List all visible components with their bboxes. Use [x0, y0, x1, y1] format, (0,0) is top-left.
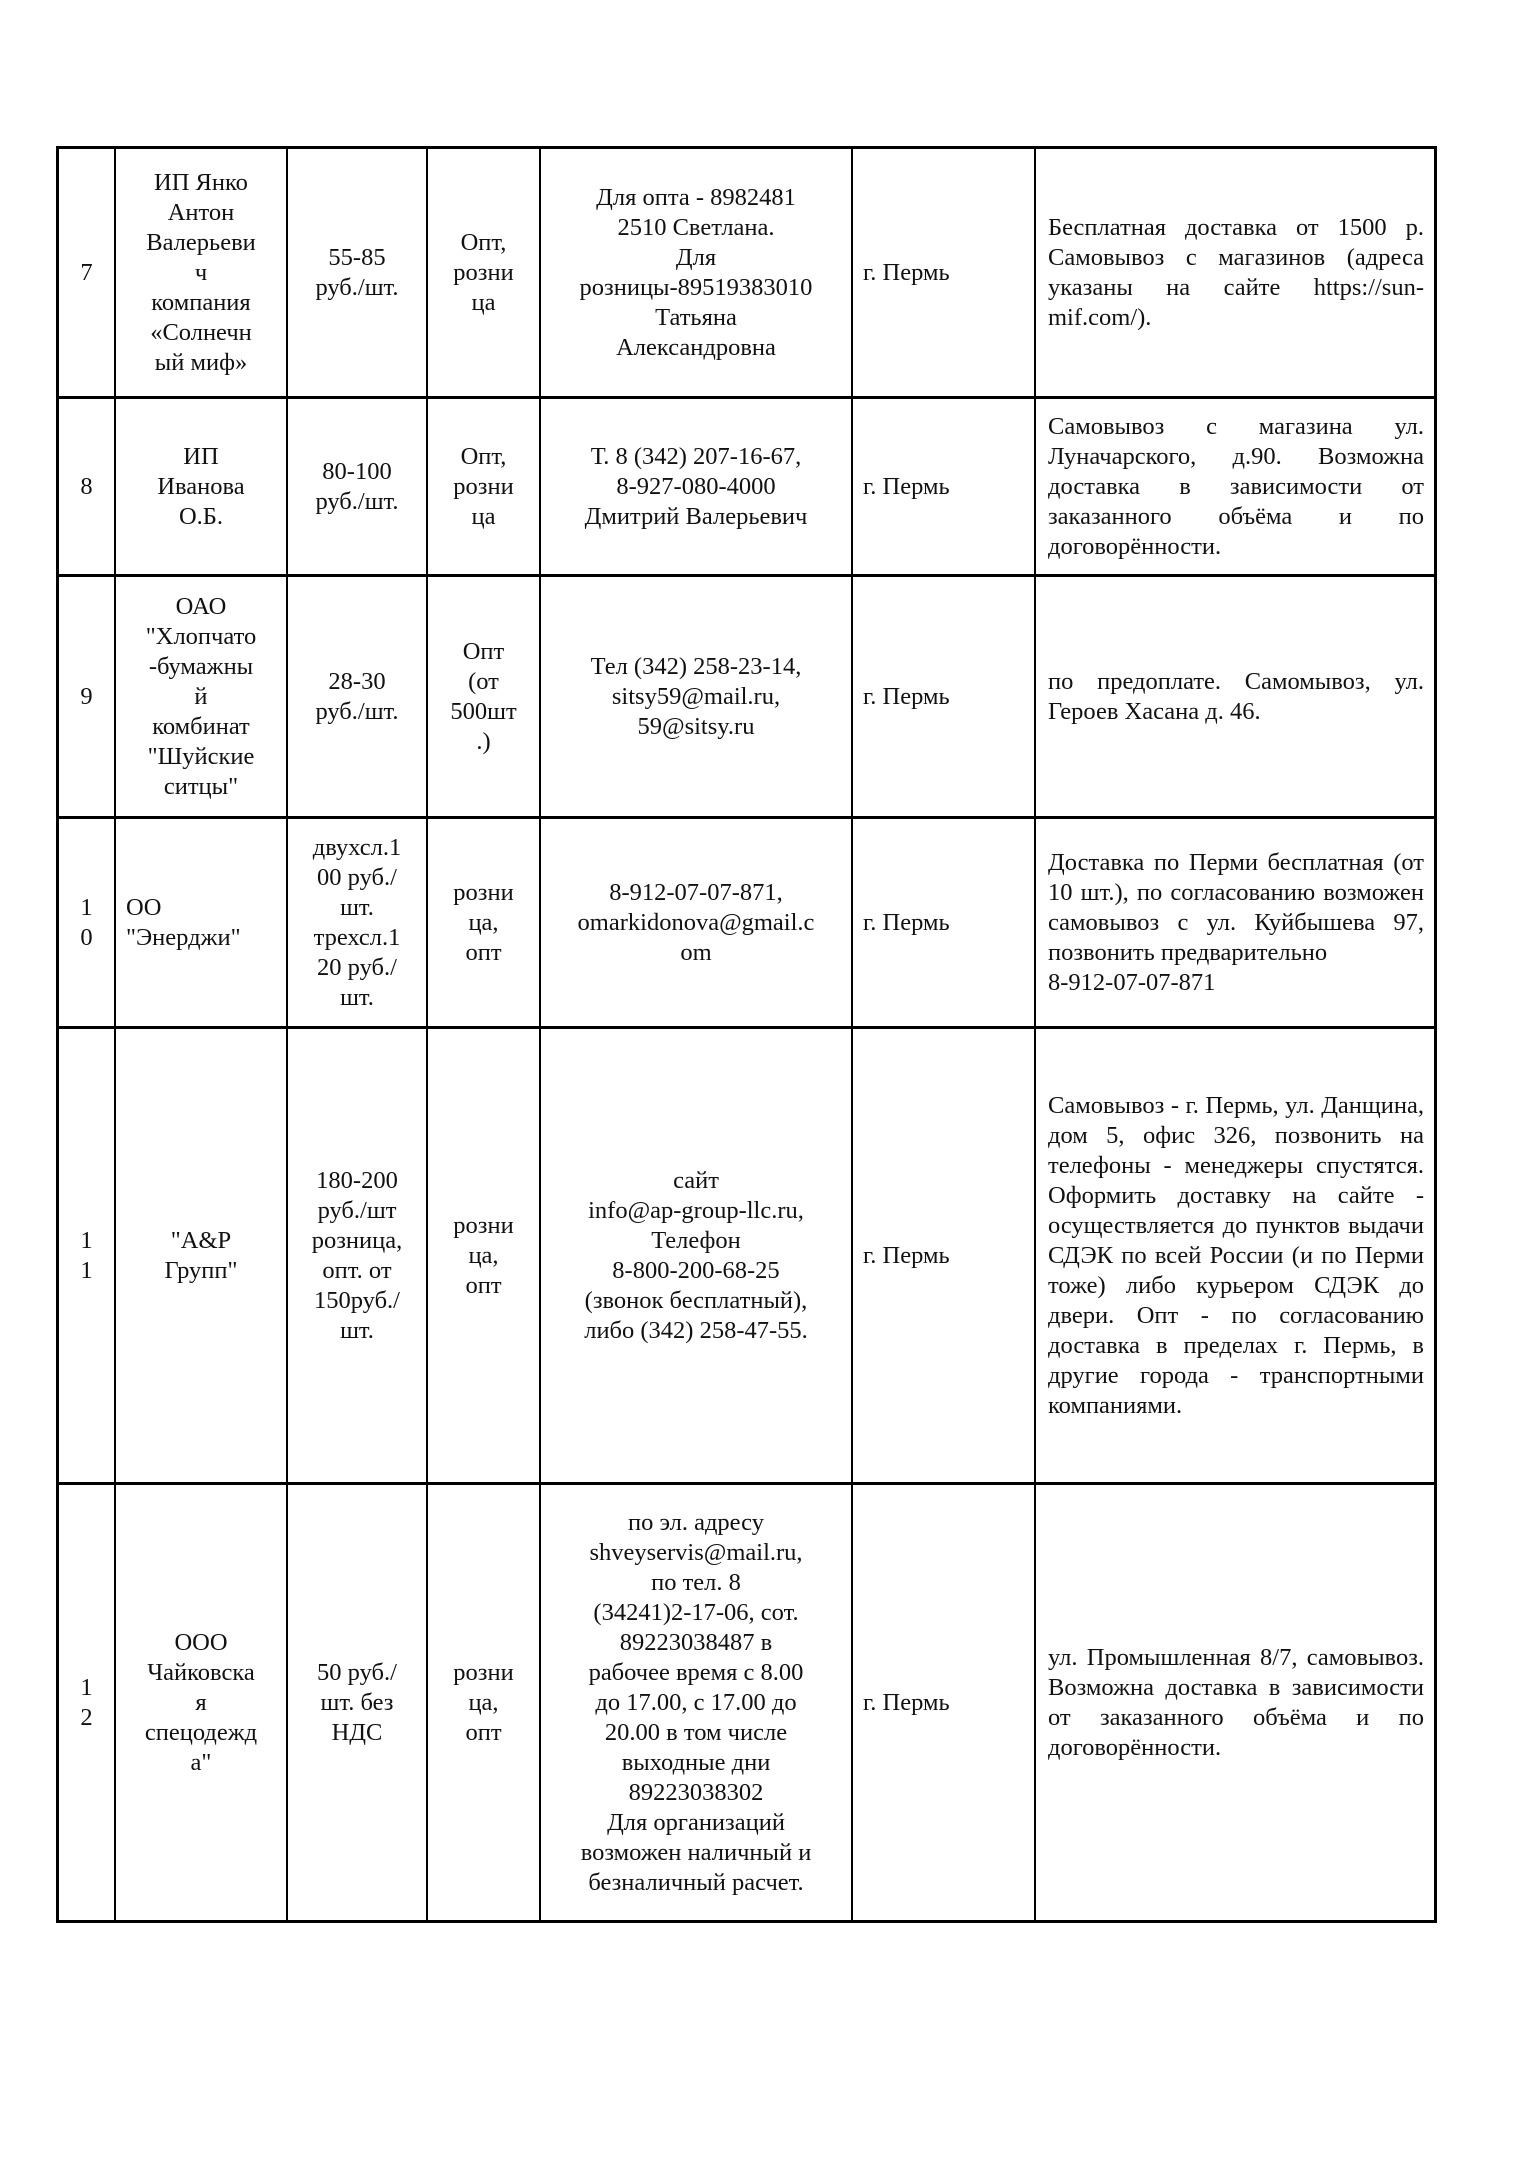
contacts-cell [541, 577, 853, 816]
sale-type-cell [428, 1029, 541, 1482]
sale-type-cell [428, 399, 541, 574]
supplier-name-cell [116, 399, 288, 574]
sale-type: розни ца, опт [453, 1211, 514, 1299]
contacts-cell [541, 1029, 853, 1482]
price-cell [288, 1485, 428, 1920]
city-cell [853, 399, 1036, 574]
row-number-cell [59, 1029, 116, 1482]
price-cell [288, 149, 428, 396]
city: г. Пермь [863, 1241, 950, 1269]
suppliers-table [56, 146, 1437, 1923]
delivery-terms: Бесплатная доставка от 1500 р. Самовывоз с магазинов (адреса указаны на сайте https://sun-mif.com/). [1048, 213, 1424, 331]
city-cell [853, 149, 1036, 396]
table-row [59, 577, 1434, 819]
row-number-cell [59, 149, 116, 396]
city: г. Пермь [863, 1688, 950, 1716]
price: 50 руб./ шт. без НДС [317, 1658, 397, 1746]
contacts: Т. 8 (342) 207-16-67, 8-927-080-4000 Дмитрий Валерьевич [584, 442, 808, 530]
delivery-terms: Доставка по Перми бесплатная (от 10 шт.), по согласованию возможен самовывоз с ул. Куйбышева 97, позвонить предварительно 8-912-07-07-871 [1048, 848, 1424, 996]
city: г. Пермь [863, 472, 950, 500]
sale-type: Опт, розни ца [453, 442, 514, 530]
row-number: 1 1 [80, 1226, 93, 1284]
sale-type-cell [428, 1485, 541, 1920]
table-row [59, 399, 1434, 577]
supplier-name: ОАО "Хлопчато -бумажны й комбинат "Шуйские ситцы" [145, 592, 257, 800]
supplier-name: ИП Янко Антон Валерьеви ч компания «Солнечн ый миф» [146, 168, 256, 376]
price-cell [288, 1029, 428, 1482]
sale-type-cell [428, 149, 541, 396]
supplier-name-cell [116, 819, 288, 1026]
city-cell [853, 577, 1036, 816]
supplier-name: ИП Иванова О.Б. [157, 442, 245, 530]
delivery-cell [1036, 1485, 1434, 1920]
row-number: 9 [80, 682, 93, 710]
contacts: 8-912-07-07-871, omarkidonova@gmail.c om [577, 878, 815, 966]
price: 180-200 руб./шт розница, опт. от 150руб./ шт. [311, 1166, 403, 1344]
price: 28-30 руб./шт. [315, 667, 399, 725]
sale-type-cell [428, 577, 541, 816]
city-cell [853, 819, 1036, 1026]
city-cell [853, 1485, 1036, 1920]
city: г. Пермь [863, 908, 950, 936]
city: г. Пермь [863, 258, 950, 286]
contacts-cell [541, 149, 853, 396]
row-number: 8 [80, 472, 93, 500]
price: 80-100 руб./шт. [315, 457, 399, 515]
table-row [59, 819, 1434, 1029]
table-row [59, 1029, 1434, 1485]
delivery-cell [1036, 1029, 1434, 1482]
contacts: по эл. адресу shveyservis@mail.ru, по тел. 8 (34241)2-17-06, сот. 89223038487 в рабочее время с 8.00 до 17.00, с 17.00 до 20.00 в том числе выходные дни 89223038302 Для организаций возможен наличный и безналичный расчет. [580, 1508, 812, 1896]
table-row [59, 1485, 1434, 1920]
contacts: Тел (342) 258-23-14, sitsy59@mail.ru, 59@sitsy.ru [590, 652, 802, 740]
contacts-cell [541, 399, 853, 574]
city: г. Пермь [863, 682, 950, 710]
delivery-cell [1036, 577, 1434, 816]
supplier-name-cell [116, 1029, 288, 1482]
contacts: Для опта - 8982481 2510 Светлана. Для розницы-89519383010 Татьяна Александровна [579, 183, 813, 361]
row-number-cell [59, 1485, 116, 1920]
delivery-terms: по предоплате. Самомывоз, ул. Героев Хасана д. 46. [1048, 667, 1424, 725]
price: 55-85 руб./шт. [315, 243, 399, 301]
sale-type: розни ца, опт [453, 878, 514, 966]
delivery-cell [1036, 399, 1434, 574]
row-number-cell [59, 819, 116, 1026]
row-number-cell [59, 577, 116, 816]
price-cell [288, 819, 428, 1026]
price-cell [288, 399, 428, 574]
delivery-terms: Самовывоз - г. Пермь, ул. Данщина, дом 5, офис 326, позвонить на телефоны - менеджеры спустятся. Оформить доставку на сайте - осуществляется до пунктов выдачи СДЭК по всей России (и по Перми тоже) либо курьером СДЭК до двери. Опт - по согласованию доставка в пределах г. Пермь, в другие города - транспортными компаниями. [1048, 1091, 1424, 1419]
contacts-cell [541, 1485, 853, 1920]
delivery-terms: ул. Промышленная 8/7, самовывоз. Возможна доставка в зависимости от заказанного объёма и по договорённости. [1048, 1643, 1424, 1761]
row-number: 1 0 [80, 893, 93, 951]
city-cell [853, 1029, 1036, 1482]
price: двухсл.1 00 руб./ шт. трехсл.1 20 руб./ шт. [312, 833, 402, 1011]
sale-type: розни ца, опт [453, 1658, 514, 1746]
contacts-cell [541, 819, 853, 1026]
row-number: 1 2 [80, 1673, 93, 1731]
supplier-name-cell [116, 149, 288, 396]
row-number: 7 [80, 258, 93, 286]
row-number-cell [59, 399, 116, 574]
contacts: сайт info@ap-group-llc.ru, Телефон 8-800-200-68-25 (звонок бесплатный), либо (342) 258-47-55. [584, 1166, 808, 1344]
delivery-terms: Самовывоз с магазина ул. Луначарского, д.90. Возможна доставка в зависимости от заказанного объёма и по договорённости. [1048, 412, 1424, 560]
supplier-name: "A&P Групп" [164, 1226, 238, 1284]
supplier-name-cell [116, 577, 288, 816]
delivery-cell [1036, 149, 1434, 396]
sale-type: Опт (от 500шт .) [450, 637, 517, 755]
sale-type: Опт, розни ца [453, 228, 514, 316]
price-cell [288, 577, 428, 816]
table-row [59, 149, 1434, 399]
delivery-cell [1036, 819, 1434, 1026]
supplier-name: ОО "Энерджи" [126, 893, 241, 951]
sale-type-cell [428, 819, 541, 1026]
supplier-name-cell [116, 1485, 288, 1920]
supplier-name: ООО Чайковска я спецодежд а" [144, 1628, 258, 1776]
